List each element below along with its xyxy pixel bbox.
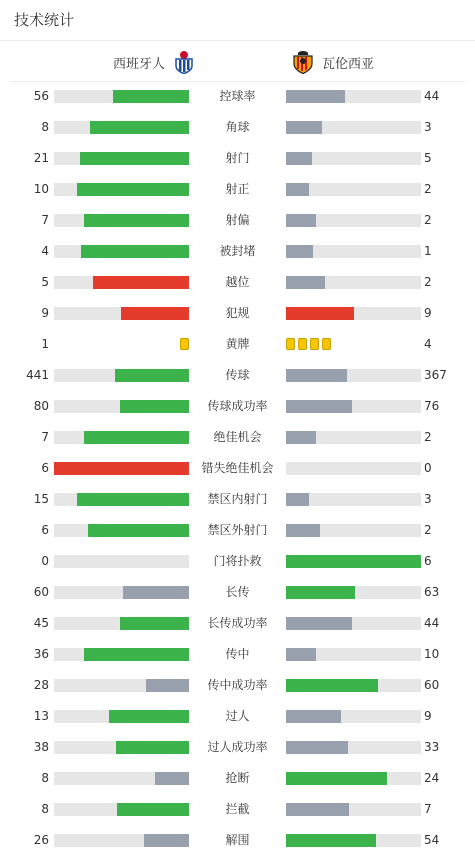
yellow-card-icon (180, 338, 189, 350)
stat-label: 过人 (225, 709, 250, 723)
home-value: 9 (41, 306, 49, 320)
home-bar (54, 462, 189, 475)
away-bar (286, 183, 309, 196)
away-bar-track (286, 617, 421, 630)
home-bar-track (54, 493, 189, 506)
home-bar-track (54, 741, 189, 754)
home-bar-track (54, 617, 189, 630)
stat-row (0, 174, 475, 205)
away-value: 367 (424, 368, 447, 382)
stat-row (0, 732, 475, 763)
stat-row (0, 670, 475, 701)
stat-row (0, 422, 475, 453)
away-bar-track (286, 648, 421, 661)
away-value: 2 (424, 523, 432, 537)
home-bar (84, 214, 189, 227)
stat-row (0, 81, 475, 112)
away-bar-track (286, 586, 421, 599)
away-bar-track (286, 214, 421, 227)
away-bar-track (286, 431, 421, 444)
home-bar (109, 710, 189, 723)
away-bar (286, 121, 322, 134)
home-value: 36 (33, 647, 49, 661)
away-value: 10 (424, 647, 440, 661)
away-team (292, 48, 374, 76)
away-bar-track (286, 400, 421, 413)
stat-label: 禁区内射门 (207, 492, 268, 506)
away-bar-track (286, 524, 421, 537)
stat-row (0, 267, 475, 298)
away-value: 2 (424, 182, 432, 196)
home-bar-track (54, 307, 189, 320)
yellow-card-icon (310, 338, 319, 350)
away-team-name: 瓦伦西亚 (322, 56, 375, 72)
home-bar-track (54, 183, 189, 196)
home-bar-track (54, 90, 189, 103)
home-yellow-cards (180, 338, 189, 351)
home-bar (84, 431, 189, 444)
away-bar-track (286, 276, 421, 289)
stat-label: 射偏 (225, 213, 250, 227)
away-bar-track (286, 741, 421, 754)
away-value: 3 (424, 120, 432, 134)
home-bar-track (54, 121, 189, 134)
home-value: 5 (41, 275, 49, 289)
away-value: 44 (424, 616, 440, 630)
away-bar-track (286, 710, 421, 723)
away-bar-track (286, 245, 421, 258)
stat-row (0, 577, 475, 608)
away-bar-track (286, 555, 421, 568)
home-bar (84, 648, 189, 661)
home-value: 38 (33, 740, 49, 754)
away-value: 76 (424, 399, 440, 413)
home-bar (88, 524, 189, 537)
away-value: 60 (424, 678, 440, 692)
home-value: 13 (33, 709, 49, 723)
home-value: 56 (33, 89, 49, 103)
stat-label: 传球成功率 (207, 399, 268, 413)
stat-row (0, 205, 475, 236)
home-bar (115, 369, 189, 382)
away-value: 24 (424, 771, 440, 785)
section-title: 技术统计 (14, 11, 75, 29)
home-bar (121, 307, 189, 320)
home-bar-track (54, 369, 189, 382)
stat-label: 黄牌 (225, 337, 250, 351)
home-value: 10 (33, 182, 49, 196)
home-bar-track (54, 555, 189, 568)
away-bar (286, 524, 320, 537)
yellow-card-icon (286, 338, 295, 350)
home-value: 6 (41, 461, 49, 475)
stat-label: 长传 (225, 585, 250, 599)
stat-row (0, 763, 475, 794)
home-team (113, 48, 195, 76)
home-bar-track (54, 152, 189, 165)
away-bar (286, 276, 325, 289)
away-bar (286, 152, 312, 165)
away-bar-track (286, 121, 421, 134)
home-bar (116, 741, 189, 754)
home-value: 6 (41, 523, 49, 537)
home-value: 7 (41, 213, 49, 227)
stat-label: 解围 (225, 833, 250, 847)
away-bar (286, 400, 352, 413)
away-bar (286, 648, 316, 661)
home-value: 28 (33, 678, 49, 692)
away-value: 33 (424, 740, 440, 754)
stat-label: 传中成功率 (207, 678, 268, 692)
away-bar-track (286, 462, 421, 475)
home-bar (90, 121, 189, 134)
home-team-name: 西班牙人 (113, 56, 166, 72)
stat-label: 过人成功率 (207, 740, 268, 754)
home-bar (113, 90, 189, 103)
stat-row (0, 298, 475, 329)
away-bar (286, 710, 341, 723)
home-bar-track (54, 710, 189, 723)
away-value: 2 (424, 213, 432, 227)
title-divider (0, 40, 475, 41)
stat-label: 传中 (225, 647, 250, 661)
home-bar-track (54, 803, 189, 816)
stat-label: 长传成功率 (207, 616, 268, 630)
stat-row (0, 360, 475, 391)
stat-label: 角球 (225, 120, 250, 134)
away-value: 44 (424, 89, 440, 103)
away-bar-track (286, 183, 421, 196)
away-bar (286, 245, 313, 258)
home-value: 7 (41, 430, 49, 444)
home-bar-track (54, 648, 189, 661)
away-team-crest-icon (292, 50, 314, 74)
away-bar (286, 834, 376, 847)
away-bar (286, 493, 309, 506)
yellow-card-icon (298, 338, 307, 350)
away-yellow-cards (286, 338, 331, 351)
away-bar-track (286, 803, 421, 816)
away-bar (286, 214, 316, 227)
away-bar (286, 90, 345, 103)
home-value: 1 (41, 337, 49, 351)
away-bar-track (286, 152, 421, 165)
stat-row (0, 236, 475, 267)
stat-label: 传球 (225, 368, 250, 382)
stat-label: 越位 (225, 275, 250, 289)
home-value: 0 (41, 554, 49, 568)
home-value: 8 (41, 771, 49, 785)
stat-row (0, 453, 475, 484)
home-bar (146, 679, 189, 692)
away-bar (286, 307, 354, 320)
home-bar (81, 245, 189, 258)
away-value: 5 (424, 151, 432, 165)
away-bar (286, 803, 349, 816)
home-value: 26 (33, 833, 49, 847)
home-bar (117, 803, 189, 816)
stat-row (0, 391, 475, 422)
home-value: 60 (33, 585, 49, 599)
away-bar (286, 679, 378, 692)
stat-label: 犯规 (225, 306, 250, 320)
away-bar-track (286, 772, 421, 785)
stat-label: 被封堵 (219, 244, 256, 258)
away-bar (286, 586, 355, 599)
away-value: 4 (424, 337, 432, 351)
away-bar (286, 369, 347, 382)
stat-label: 绝佳机会 (213, 430, 262, 444)
home-bar-track (54, 462, 189, 475)
stat-row (0, 701, 475, 732)
away-bar-track (286, 679, 421, 692)
home-bar (155, 772, 189, 785)
home-value: 8 (41, 802, 49, 816)
stat-label: 拦截 (225, 802, 250, 816)
home-bar (77, 183, 189, 196)
stat-label: 禁区外射门 (207, 523, 268, 537)
away-bar-track (286, 834, 421, 847)
home-bar (120, 617, 189, 630)
away-bar (286, 431, 316, 444)
home-bar (77, 493, 189, 506)
stat-row (0, 794, 475, 825)
stat-label: 控球率 (219, 89, 256, 103)
home-bar-track (54, 431, 189, 444)
stat-label: 射正 (225, 182, 250, 196)
home-bar-track (54, 524, 189, 537)
home-value: 441 (26, 368, 49, 382)
stat-label: 抢断 (225, 771, 250, 785)
home-bar-track (54, 400, 189, 413)
home-bar-track (54, 214, 189, 227)
away-value: 0 (424, 461, 432, 475)
home-bar (93, 276, 189, 289)
stat-row (0, 639, 475, 670)
away-value: 54 (424, 833, 440, 847)
away-bar-track (286, 493, 421, 506)
home-bar (123, 586, 189, 599)
stat-row (0, 143, 475, 174)
away-bar-track (286, 90, 421, 103)
home-value: 4 (41, 244, 49, 258)
away-value: 7 (424, 802, 432, 816)
stat-row (0, 112, 475, 143)
home-bar-track (54, 276, 189, 289)
away-value: 1 (424, 244, 432, 258)
away-bar (286, 772, 387, 785)
away-value: 9 (424, 306, 432, 320)
away-bar-track (286, 369, 421, 382)
yellow-card-icon (322, 338, 331, 350)
stat-row (0, 825, 475, 856)
stat-row (0, 515, 475, 546)
home-bar (144, 834, 189, 847)
stat-label: 错失绝佳机会 (201, 461, 274, 475)
away-bar-track (286, 307, 421, 320)
stat-label: 射门 (225, 151, 250, 165)
home-bar (120, 400, 189, 413)
home-value: 21 (33, 151, 49, 165)
away-value: 6 (424, 554, 432, 568)
stat-row (0, 546, 475, 577)
away-value: 2 (424, 275, 432, 289)
home-value: 8 (41, 120, 49, 134)
away-value: 9 (424, 709, 432, 723)
home-bar-track (54, 586, 189, 599)
away-value: 3 (424, 492, 432, 506)
home-team-crest-icon (173, 50, 195, 74)
home-bar-track (54, 834, 189, 847)
home-bar-track (54, 772, 189, 785)
stat-label: 门将扑救 (213, 554, 262, 568)
away-bar (286, 617, 352, 630)
stat-row (0, 484, 475, 515)
home-bar-track (54, 245, 189, 258)
away-bar (286, 741, 348, 754)
away-value: 63 (424, 585, 440, 599)
stat-row (0, 329, 475, 360)
away-value: 2 (424, 430, 432, 444)
stat-row (0, 608, 475, 639)
home-value: 45 (33, 616, 49, 630)
home-value: 15 (33, 492, 49, 506)
away-bar (286, 555, 421, 568)
home-bar-track (54, 679, 189, 692)
home-bar (80, 152, 189, 165)
home-value: 80 (33, 399, 49, 413)
